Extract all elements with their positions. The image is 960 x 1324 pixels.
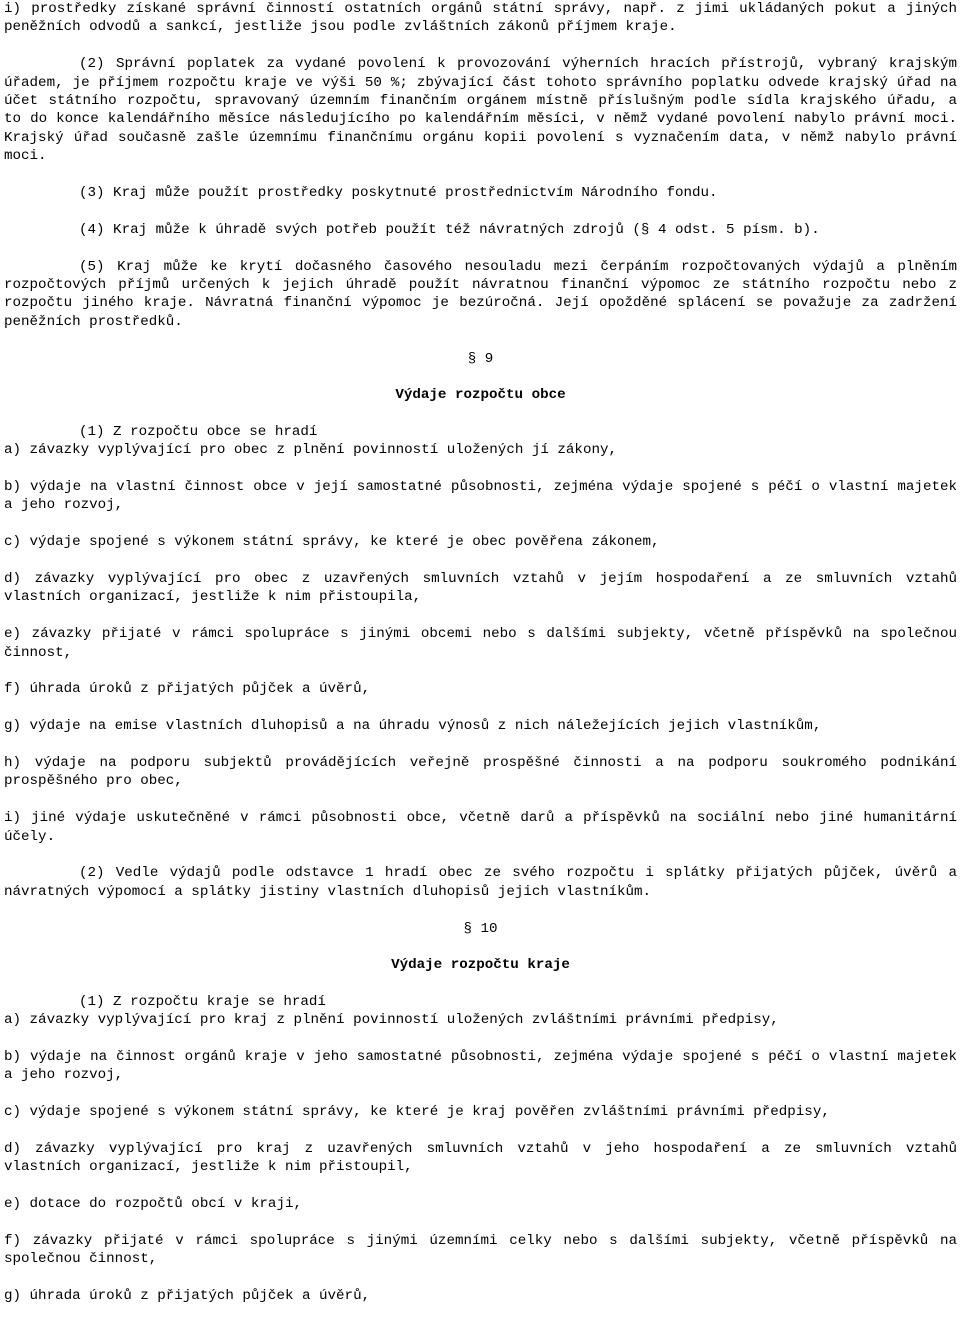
section-9-item-b: b) výdaje na vlastní činnost obce v její samostatné působnosti, zejména výdaje spojené s péčí o vlastní majetek a jeho rozvoj,	[4, 479, 957, 514]
paragraph-8-3: (3) Kraj může použít prostředky poskytnuté prostřednictvím Národního fondu.	[79, 185, 718, 202]
section-9-title: Výdaje rozpočtu obce	[395, 387, 566, 404]
section-9-item-c: c) výdaje spojené s výkonem státní správy, ke které je obec pověřena zákonem,	[4, 534, 660, 551]
section-10-item-c: c) výdaje spojené s výkonem státní správy, ke které je kraj pověřen zvláštními právními předpisy,	[4, 1104, 830, 1121]
section-10-item-b: b) výdaje na činnost orgánů kraje v jeho samostatné působnosti, zejména výdaje spojené s péčí o vlastní majetek a jeho rozvoj,	[4, 1049, 957, 1084]
paragraph-8-2: (2) Správní poplatek za vydané povolení k provozování výherních hracích přístrojů, vybraný krajským úřadem, je příjmem rozpočtu kraje ve výši 50 %; zbývající část tohoto správního poplatku odvede krajský úřad na účet státního rozpočtu, spravovaný územním finančním orgánem místně příslušným podle sídla krajského úřadu, a to do konce kalendářního měsíce následujícího po kalendářním měsíci, v němž vydané povolení nabylo právní moci. Krajský úřad současně zašle územnímu finančnímu orgánu kopii povolení s vyznačením data, v němž nabylo právní moci.	[4, 56, 957, 165]
item-i-continuation: i) prostředky získané správní činností ostatních orgánů státní správy, např. z jimi ukládaných pokut a jiných peněžních odvodů a sankcí, jestliže jsou podle zvláštních zákonů příjmem kraje.	[4, 1, 957, 36]
section-9-item-d: d) závazky vyplývající pro obec z uzavřených smluvních vztahů v jejím hospodaření a ze smluvních vztahů vlastních organizací, jestliže k nim přistoupila,	[4, 571, 957, 606]
section-10-item-g: g) úhrada úroků z přijatých půjček a úvěrů,	[4, 1288, 371, 1305]
section-9-item-a: a) závazky vyplývající pro obec z plnění povinností uložených jí zákony,	[4, 442, 617, 459]
section-9-paragraph-2: (2) Vedle výdajů podle odstavce 1 hradí obec ze svého rozpočtu i splátky přijatých půjček, úvěrů a návratných výpomocí a splátky jistiny vlastních dluhopisů jejich vlastníkům.	[4, 865, 957, 900]
paragraph-8-5: (5) Kraj může ke krytí dočasného časového nesouladu mezi čerpáním rozpočtovaných výdajů a plněním rozpočtových příjmů určených k jejich úhradě použít návratnou finanční výpomoc ze státního rozpočtu nebo z rozpočtu jiného kraje. Návratná finanční výpomoc je bezúročná. Její opožděné splácení se považuje za zadržení peněžních prostředků.	[4, 258, 957, 330]
section-9-number: § 9	[467, 350, 494, 367]
section-9-item-f: f) úhrada úroků z přijatých půjček a úvěrů,	[4, 681, 371, 698]
section-9-item-e: e) závazky přijaté v rámci spolupráce s jinými obcemi nebo s dalšími subjekty, včetně příspěvků na společnou činnost,	[4, 626, 957, 661]
section-9-item-i: i) jiné výdaje uskutečněné v rámci působnosti obce, včetně darů a příspěvků na sociální nebo jiné humanitární účely.	[4, 810, 957, 845]
section-10-item-e: e) dotace do rozpočtů obcí v kraji,	[4, 1196, 302, 1213]
document-page	[4, 0, 957, 1324]
section-10-title: Výdaje rozpočtu kraje	[391, 957, 570, 974]
section-10-item-f: f) závazky přijaté v rámci spolupráce s jinými územními celky nebo s dalšími subjekty, včetně příspěvků na společnou činnost,	[4, 1233, 957, 1268]
section-9-item-h: h) výdaje na podporu subjektů provádějících veřejně prospěšné činnosti a na podporu soukromého podnikání prospěšného pro obec,	[4, 755, 957, 790]
section-10-item-a: a) závazky vyplývající pro kraj z plnění povinností uložených zvláštními právními předpisy,	[4, 1012, 779, 1029]
section-9-item-g: g) výdaje na emise vlastních dluhopisů a na úhradu výnosů z nich náležejících jejich vlastníkům,	[4, 718, 822, 735]
section-9-intro: (1) Z rozpočtu obce se hradí	[79, 423, 318, 440]
paragraph-8-4: (4) Kraj může k úhradě svých potřeb použít též návratných zdrojů (§ 4 odst. 5 písm. b).	[79, 221, 820, 238]
section-10-item-d: d) závazky vyplývající pro kraj z uzavřených smluvních vztahů v jeho hospodaření a ze smluvních vztahů vlastních organizací, jestliže k nim přistoupil,	[4, 1141, 957, 1176]
section-10-intro: (1) Z rozpočtu kraje se hradí	[79, 993, 326, 1010]
section-10-number: § 10	[463, 920, 498, 937]
